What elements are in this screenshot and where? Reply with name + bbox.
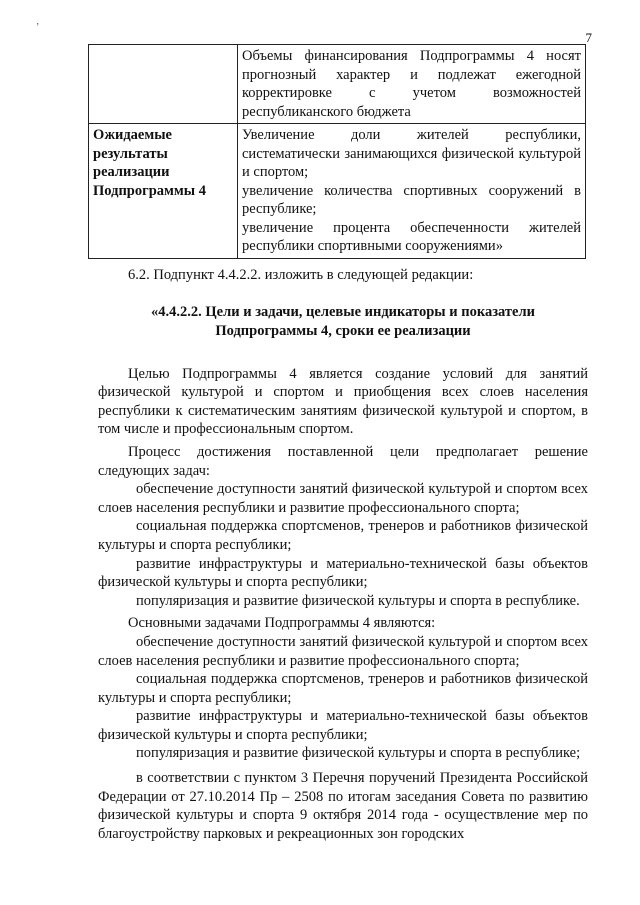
main-task-item: популяризация и развитие физической культуры и спорта в республике; — [136, 745, 581, 762]
funding-results-table — [88, 44, 586, 259]
main-task-item: социальная поддержка спортсменов, тренеров и работников физической культуры и спорта республики; — [98, 671, 588, 706]
table-row-funding — [89, 45, 586, 124]
final-paragraph: в соответствии с пунктом 3 Перечня поручений Президента Российской Федерации от 27.10.2014 Пр – 2508 по итогам заседания Совета по развитию физической культуры и спорта 9 октября 2014 года - осуществление мер по благоустройству парковых и рекреационных зон городских — [98, 770, 588, 842]
main-tasks-intro: Основными задачами Подпрограммы 4 являются: — [128, 615, 436, 632]
funding-note-cell: Объемы финансирования Подпрограммы 4 носят прогнозный характер и подлежат ежегодной корректировке с учетом возможностей республиканского бюджета — [238, 45, 586, 124]
task-item: популяризация и развитие физической культуры и спорта в республике. — [136, 592, 580, 609]
task-item: социальная поддержка спортсменов, тренеров и работников физической культуры и спорта республики; — [98, 518, 588, 553]
expected-results-cell — [238, 124, 586, 259]
main-task-item: обеспечение доступности занятий физической культурой и спортом всех слоев населения республики и развитие профессионального спорта; — [98, 633, 588, 669]
section-heading — [98, 303, 588, 341]
process-paragraph: Процесс достижения поставленной цели предполагает решение следующих задач: — [98, 443, 588, 479]
page-number: 7 — [585, 30, 592, 45]
document-body — [98, 266, 588, 843]
task-item: обеспечение доступности занятий физической культурой и спортом всех слоев населения республики и развитие профессионального спорта; — [98, 481, 588, 516]
goal-paragraph: Целью Подпрограммы 4 является создание условий для занятий физической культурой и спортом и приобщения всех слоев населения республики к систематическим занятиям физической культурой и спортом, в том числе и профессиональным спортом. — [98, 365, 588, 438]
stray-mark: ‚ — [36, 16, 40, 27]
section-heading-line: «4.4.2.2. Цели и задачи, целевые индикаторы и показатели — [151, 303, 535, 320]
result-item: увеличение количества спортивных сооружений в республике; — [242, 182, 581, 217]
result-item: Увеличение доли жителей республики, систематически занимающихся физической культурой и спортом; — [242, 127, 581, 180]
result-item: увеличение процента обеспеченности жителей республики спортивными сооружениями» — [242, 219, 581, 254]
main-task-item: развитие инфраструктуры и материально-технической базы объектов физической культуры и спорта республики; — [98, 708, 588, 743]
subpoint-instruction: 6.2. Подпункт 4.4.2.2. изложить в следующей редакции: — [128, 267, 474, 283]
table-cell-empty — [89, 45, 238, 124]
section-heading-line: Подпрограммы 4, сроки ее реализации — [215, 322, 471, 339]
expected-results-label: Ожидаемые результаты реализации Подпрограммы 4 — [89, 124, 238, 259]
table-row-expected-results — [89, 124, 586, 259]
task-item: развитие инфраструктуры и материально-технической базы объектов физической культуры и спорта республики; — [98, 555, 588, 591]
